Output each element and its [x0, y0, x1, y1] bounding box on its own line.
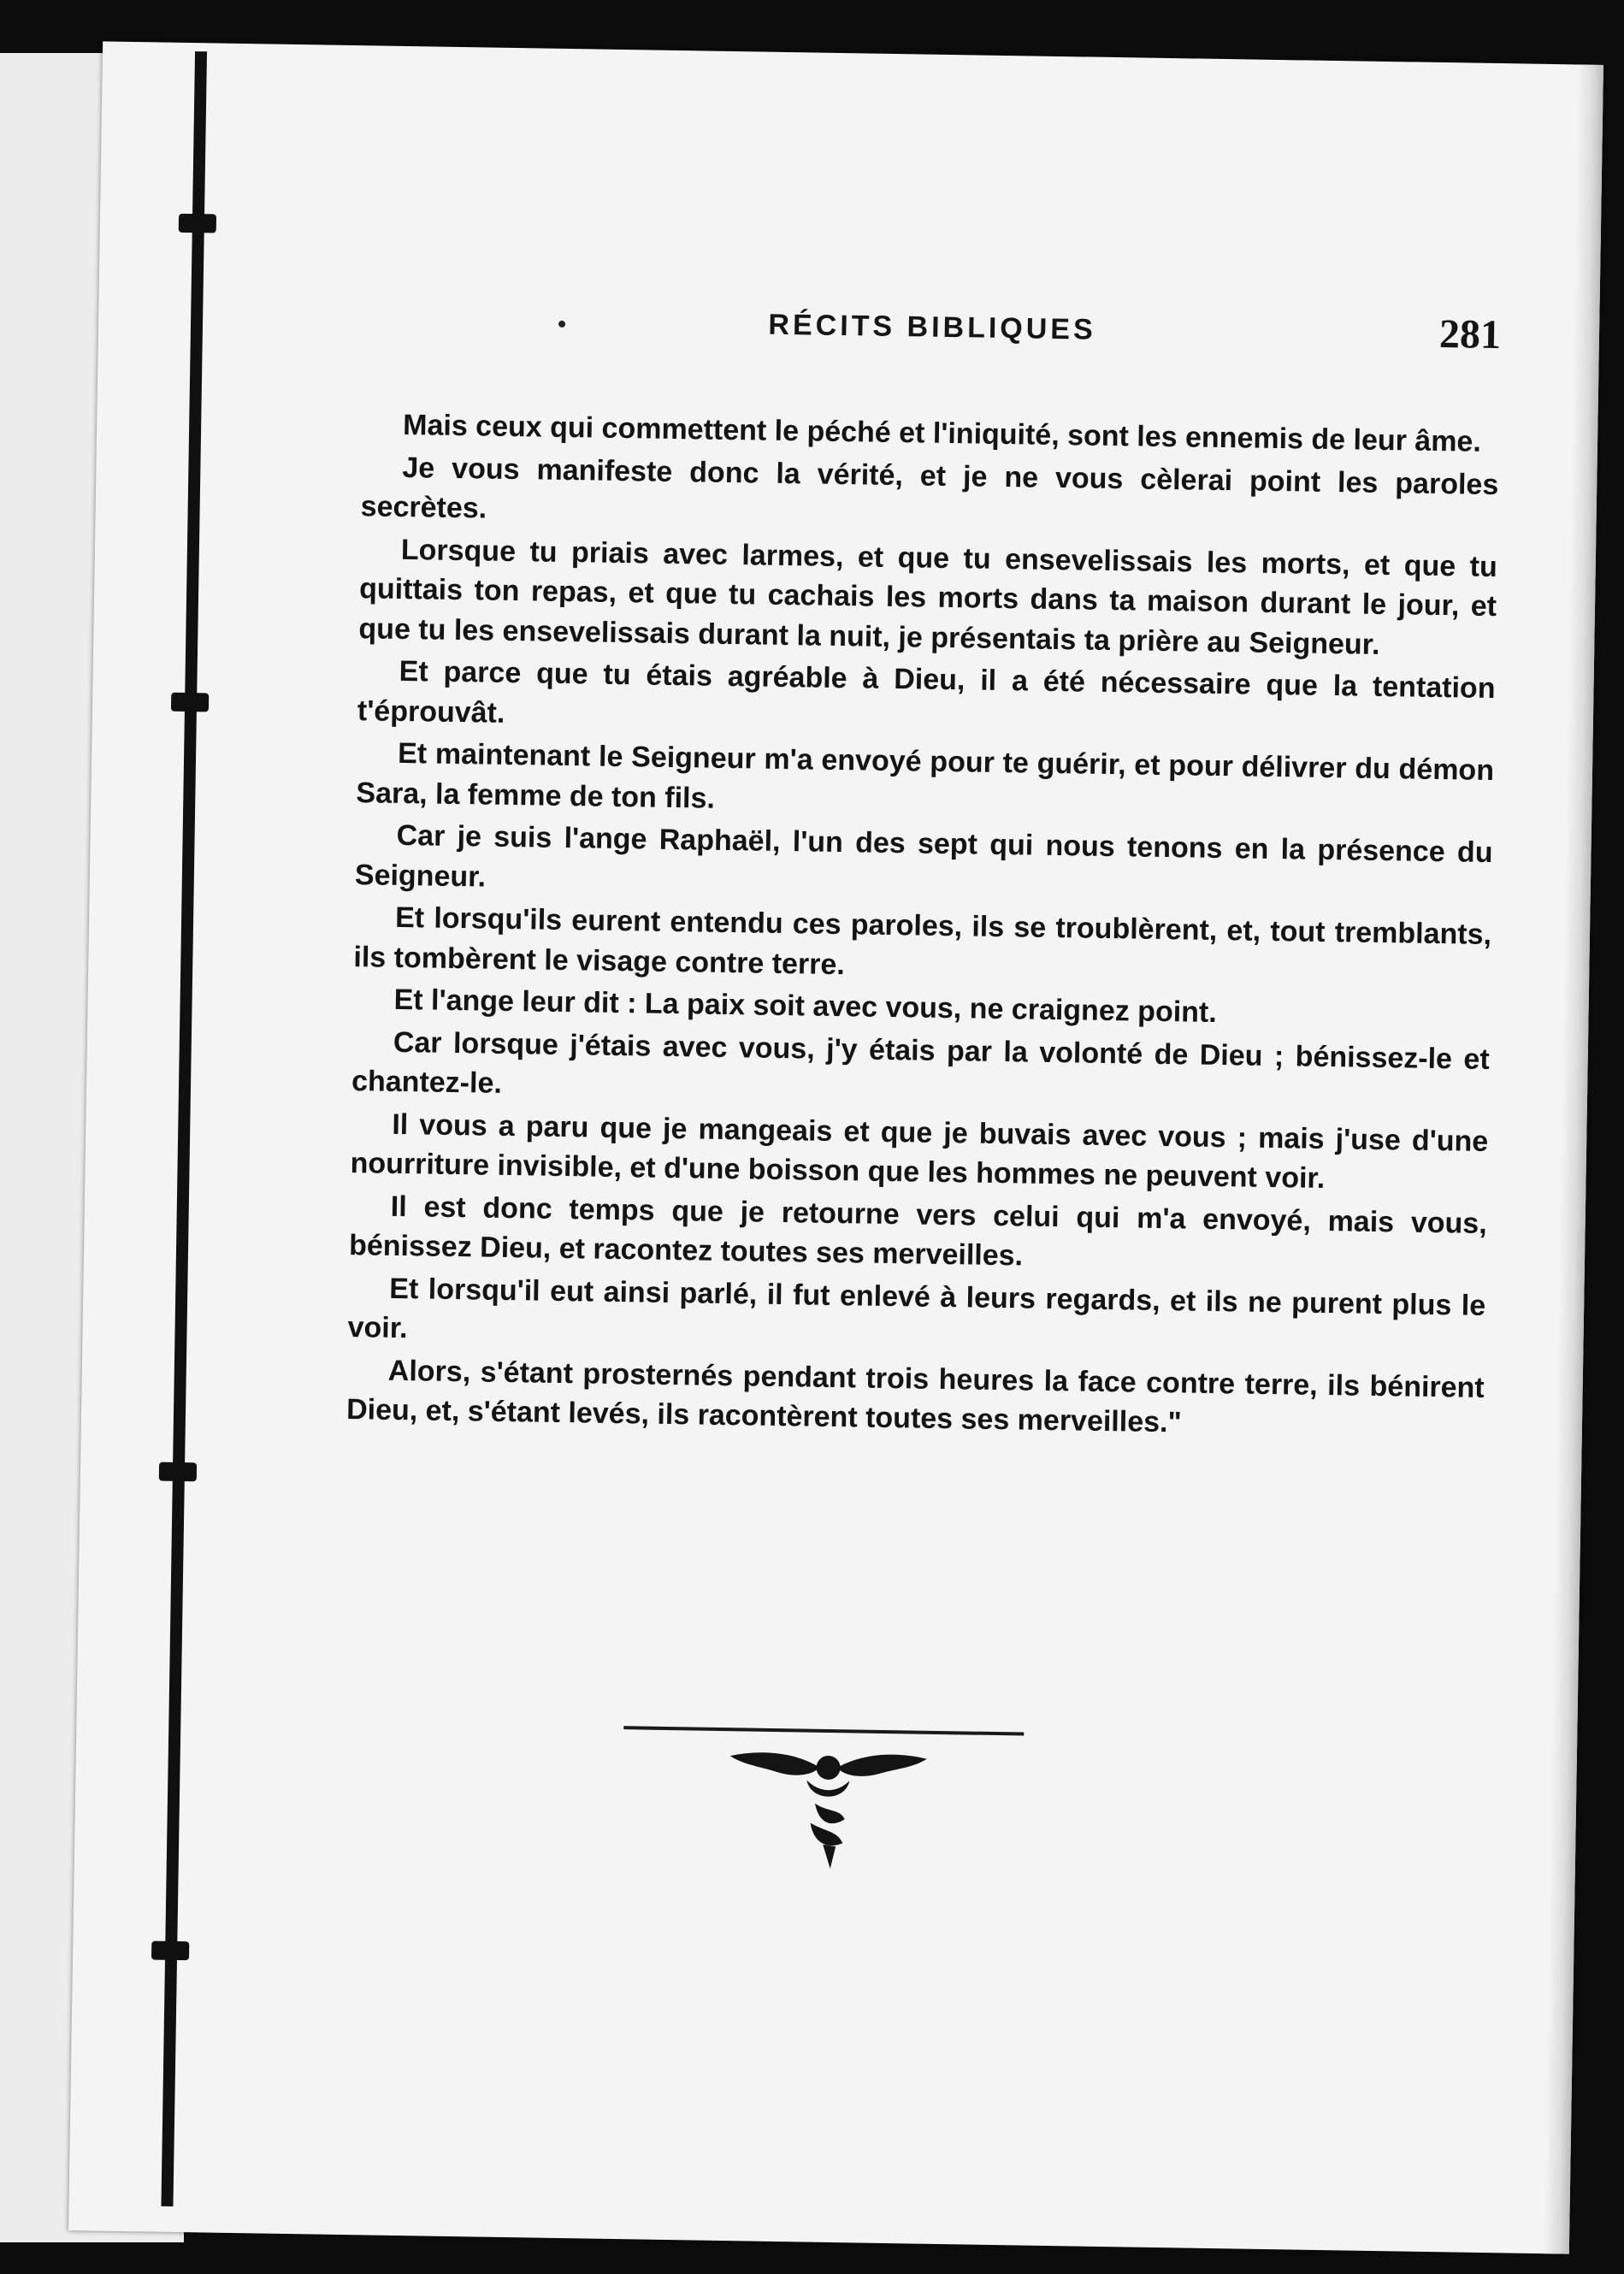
binding-stitch [179, 214, 216, 233]
paragraph: Je vous manifeste donc la vérité, et je ne vous cèlerai point les paroles secrètes. [360, 451, 1499, 525]
paragraph: Et l'ange leur dit : La paix soit avec vous, ne craignez point. [393, 983, 1218, 1029]
book-page [68, 41, 1603, 2253]
paragraph: Et parce que tu étais agréable à Dieu, il a été nécessaire que la tentation t'éprouvât. [357, 654, 1496, 729]
paragraph: Et lorsqu'ils eurent entendu ces paroles, ils se troublèrent, et, tout tremblants, ils tombèrent le visage contre terre. [353, 901, 1492, 981]
paragraph: Il est donc temps que je retourne vers celui qui m'a envoyé, mais vous, bénissez Dieu, et racontez toutes ses merveilles. [348, 1190, 1488, 1273]
page-number: 281 [1438, 310, 1502, 358]
paragraph: Alors, s'étant prosternés pendant trois heures la face contre terre, ils bénirent Dieu, et, s'étant levés, ils racontèrent toutes ses merveilles." [345, 1354, 1485, 1439]
floral-vignette-icon [724, 1740, 931, 1872]
paragraph: Lorsque tu priais avec larmes, et que tu ensevelissais les morts, et que tu quittais ton repas, et que tu cachais les morts dans ta maison durant le jour, et que tu les ensevelissais durant la nuit, je présentais ta prière au Seigneur. [358, 533, 1498, 661]
paragraph: Il vous a paru que je mangeais et que je buvais avec vous ; mais j'use d'une nourriture invisible, et d'une boisson que les hommes ne peuvent voir. [350, 1107, 1489, 1195]
binding-stitch [171, 693, 209, 712]
running-header [363, 302, 1501, 380]
running-title: RÉCITS BIBLIQUES [768, 308, 1096, 346]
paragraph: Car lorsque j'étais avec vous, j'y étais par la volonté de Dieu ; bénissez-le et chantez-le. [351, 1025, 1491, 1100]
paragraph: Et lorsqu'il eut ainsi parlé, il fut enlevé à leurs regards, et ils ne purent plus le voir. [347, 1272, 1486, 1345]
paragraph: Mais ceux qui commettent le péché et l'iniquité, sont les ennemis de leur âme. [402, 408, 1482, 458]
binding-stitch [159, 1462, 197, 1482]
binding-stitch [151, 1941, 189, 1961]
paragraph: Car je suis l'ange Raphaël, l'un des sept qui nous tenons en la présence du Seigneur. [354, 818, 1493, 894]
binding-spine [161, 51, 207, 2206]
body-text [346, 405, 1500, 1450]
paragraph: Et maintenant le Seigneur m'a envoyé pour te guérir, et pour délivrer du démon Sara, la femme de ton fils. [356, 736, 1495, 815]
section-rule [623, 1726, 1024, 1735]
